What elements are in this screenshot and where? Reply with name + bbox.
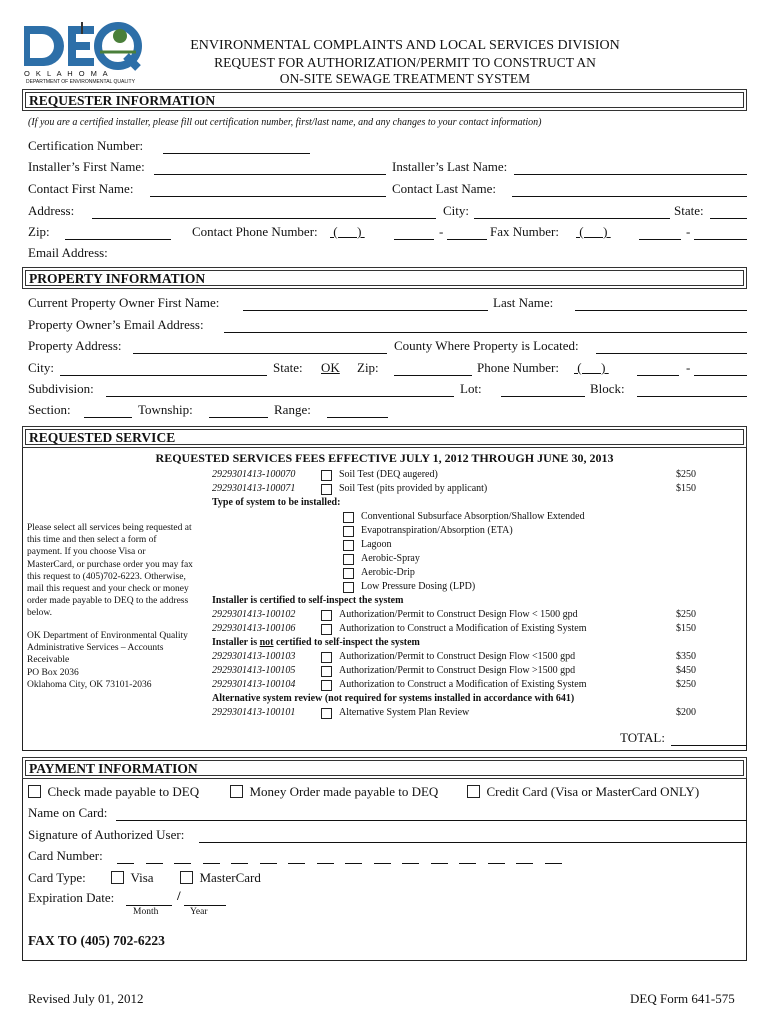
system-type-label: Lagoon (361, 539, 392, 550)
fax-line[interactable] (694, 239, 747, 240)
certified-service-checkbox[interactable] (321, 610, 332, 621)
visa-option[interactable] (111, 870, 154, 886)
certified-service-code: 2929301413-100106 (212, 623, 296, 634)
contact-phone-prefix[interactable] (394, 239, 434, 240)
card-digit-blank[interactable] (174, 863, 191, 864)
not-certified-heading (212, 637, 420, 648)
form-title-line3: ON-SITE SEWAGE TREATMENT SYSTEM (279, 71, 531, 86)
logo-state: O K L A H O M A (24, 69, 110, 78)
property-address-field[interactable] (133, 353, 387, 354)
address-label: Address: (28, 203, 75, 218)
month-caption: Month (133, 907, 159, 917)
fax-dash: - (686, 224, 691, 239)
instruction-line: this request to (405)702-6223. Otherwise, (27, 571, 186, 582)
instruction-line: below. (27, 608, 52, 619)
signature-field[interactable] (199, 842, 747, 843)
installer-last-label: Installer’s Last Name: (392, 159, 508, 174)
system-type-heading: Type of system to be installed: (212, 497, 341, 508)
revised-date: Revised July 01, 2012 (28, 991, 144, 1006)
alternative-service-code: 2929301413-100101 (212, 707, 296, 718)
requester-section-header: REQUESTER INFORMATION (22, 89, 747, 111)
not-certified-service-checkbox[interactable] (321, 652, 332, 663)
installer-first-label: Installer’s First Name: (28, 159, 145, 174)
range-label: Range: (274, 402, 311, 417)
not-certified-heading-a: Installer is (212, 637, 260, 648)
contact-phone-label: Contact Phone Number: (192, 224, 318, 239)
property-zip-label: Zip: (357, 360, 379, 375)
signature-label: Signature of Authorized User: (28, 827, 185, 842)
owner-email-label: Property Owner’s Email Address: (28, 317, 204, 332)
money-order-label: Money Order made payable to DEQ (249, 784, 439, 799)
property-phone-dash: - (686, 360, 691, 375)
division-title: ENVIRONMENTAL COMPLAINTS AND LOCAL SERVICES DIVISION (190, 38, 620, 53)
card-digit-blank[interactable] (203, 863, 220, 864)
card-digit-blank[interactable] (488, 863, 505, 864)
property-state-label: State: (273, 360, 303, 375)
service-section-header: REQUESTED SERVICE (22, 426, 747, 448)
soil-test-code: 2929301413-100071 (212, 483, 296, 494)
lot-field[interactable] (501, 396, 585, 397)
contact-first-field[interactable] (150, 196, 386, 197)
fax-prefix[interactable] (639, 239, 681, 240)
form-title-line2: REQUEST FOR AUTHORIZATION/PERMIT TO CONSTRUCT AN (214, 55, 596, 70)
owner-first-label: Current Property Owner First Name: (28, 295, 220, 310)
soil-test-checkbox[interactable] (321, 470, 332, 481)
not-certified-service-code: 2929301413-100104 (212, 679, 296, 690)
alternative-service-label: Alternative System Plan Review (339, 707, 470, 718)
address-line: PO Box 2036 (27, 667, 79, 678)
township-label: Township: (138, 402, 193, 417)
contact-phone-line[interactable] (447, 239, 487, 240)
card-type-label: Card Type: (28, 870, 86, 885)
expiration-label: Expiration Date: (28, 890, 115, 905)
instruction-line: Please select all services being requested at (27, 523, 192, 533)
instruction-line: this time and then select a form of (27, 535, 157, 546)
soil-test-label: Soil Test (pits provided by applicant) (339, 483, 488, 494)
address-line: Oklahoma City, OK 73101-2036 (27, 679, 152, 690)
cert-number-label: Certification Number: (28, 138, 144, 153)
email-label: Email Address: (28, 245, 108, 260)
card-digit-blank[interactable] (431, 863, 448, 864)
soil-test-label: Soil Test (DEQ augered) (339, 469, 438, 480)
certified-service-code: 2929301413-100102 (212, 609, 296, 620)
certified-service-label: Authorization to Construct a Modification of Existing System (339, 623, 587, 634)
card-digit-blank[interactable] (231, 863, 248, 864)
certified-heading: Installer is certified to self-inspect the system (212, 595, 404, 606)
name-on-card-field[interactable] (116, 820, 747, 821)
fees-title: REQUESTED SERVICES FEES EFFECTIVE JULY 1, 2012 THROUGH JUNE 30, 2013 (155, 451, 614, 465)
soil-test-fee: $250 (676, 469, 696, 480)
system-type-label: Conventional Subsurface Absorption/Shallow Extended (361, 511, 585, 522)
money-order-checkbox[interactable] (230, 785, 243, 798)
expiration-slash: / (177, 888, 181, 903)
state-field[interactable] (710, 218, 747, 219)
fax-areacode[interactable]: ( ) (576, 224, 611, 239)
requester-note: (If you are a certified installer, please fill out certification number, first/last name, and any changes to your contact information) (28, 117, 542, 128)
instruction-line: mail this request and your check or money (27, 584, 189, 595)
pay-check-option[interactable] (28, 784, 199, 800)
not-certified-service-checkbox[interactable] (321, 666, 332, 677)
not-certified-service-code: 2929301413-100103 (212, 651, 296, 662)
alternative-service-checkbox[interactable] (321, 708, 332, 719)
expiration-month-field[interactable] (126, 905, 172, 906)
township-field[interactable] (209, 417, 268, 418)
credit-checkbox[interactable] (467, 785, 480, 798)
contact-last-label: Contact Last Name: (392, 181, 496, 196)
not-certified-service-fee: $250 (676, 679, 696, 690)
card-digit-blank[interactable] (345, 863, 362, 864)
year-caption: Year (190, 907, 208, 917)
certified-service-fee: $250 (676, 609, 696, 620)
mailing-address (27, 630, 188, 691)
block-label: Block: (590, 381, 625, 396)
system-type-checkbox[interactable] (343, 582, 354, 593)
not-certified-service-fee: $450 (676, 665, 696, 676)
soil-test-code: 2929301413-100070 (212, 469, 296, 480)
property-phone-label: Phone Number: (477, 360, 559, 375)
system-type-label: Aerobic-Drip (361, 567, 415, 578)
address-line: OK Department of Environmental Quality (27, 631, 188, 641)
total-field[interactable] (671, 745, 747, 746)
check-label: Check made payable to DEQ (47, 784, 200, 799)
system-type-label: Evapotranspiration/Absorption (ETA) (361, 525, 513, 536)
city-field[interactable] (474, 218, 670, 219)
property-address-label: Property Address: (28, 338, 122, 353)
card-digit-blank[interactable] (260, 863, 277, 864)
card-digit-blank[interactable] (545, 863, 562, 864)
instruction-line: order made payable to DEQ to the address (27, 596, 189, 607)
alternative-service-fee: $200 (676, 707, 696, 718)
phone-dash: - (439, 224, 444, 239)
card-digit-blank[interactable] (459, 863, 476, 864)
visa-checkbox[interactable] (111, 871, 124, 884)
owner-first-field[interactable] (243, 310, 488, 311)
card-digit-blank[interactable] (117, 863, 134, 864)
system-type-checkbox[interactable] (343, 568, 354, 579)
system-type-label: Low Pressure Dosing (LPD) (361, 581, 476, 592)
zip-label: Zip: (28, 224, 50, 239)
property-city-field[interactable] (60, 375, 267, 376)
system-type-checkbox[interactable] (343, 512, 354, 523)
range-field[interactable] (327, 417, 388, 418)
certified-service-label: Authorization/Permit to Construct Design Flow < 1500 gpd (339, 609, 578, 620)
state-label: State: (674, 203, 704, 218)
subdivision-label: Subdivision: (28, 381, 94, 396)
card-digit-blank[interactable] (516, 863, 533, 864)
property-state-value[interactable]: OK (321, 360, 340, 375)
mastercard-checkbox[interactable] (180, 871, 193, 884)
property-phone-areacode[interactable]: ( ) (574, 360, 609, 375)
mastercard-option[interactable] (180, 870, 261, 886)
cert-number-field[interactable] (163, 153, 310, 154)
card-digit-blank[interactable] (374, 863, 391, 864)
logo-dept: DEPARTMENT OF ENVIRONMENTAL QUALITY (26, 79, 135, 85)
certified-service-checkbox[interactable] (321, 624, 332, 635)
installer-first-field[interactable] (154, 174, 386, 175)
not-certified-service-label: Authorization/Permit to Construct Design Flow <1500 gpd (339, 651, 576, 662)
city-label: City: (443, 203, 470, 218)
system-type-checkbox[interactable] (343, 526, 354, 537)
contact-phone-areacode[interactable]: ( ) (330, 224, 365, 239)
card-digit-blank[interactable] (146, 863, 163, 864)
section-label: Section: (28, 402, 71, 417)
alternative-heading: Alternative system review (not required for systems installed in accordance with 641) (212, 693, 575, 704)
instruction-line: MasterCard, or purchase order you may fax (27, 559, 193, 570)
section-field[interactable] (84, 417, 132, 418)
not-certified-heading-not: not (259, 637, 274, 648)
installer-last-field[interactable] (514, 174, 747, 175)
instructions (27, 522, 193, 620)
fax-to: FAX TO (405) 702-6223 (28, 933, 165, 948)
contact-first-label: Contact First Name: (28, 181, 134, 196)
expiration-year-field[interactable] (184, 905, 226, 906)
not-certified-heading-c: certified to self-inspect the system (273, 637, 420, 648)
card-digit-blank[interactable] (402, 863, 419, 864)
certified-service-fee: $150 (676, 623, 696, 634)
block-field[interactable] (637, 396, 747, 397)
owner-last-label: Last Name: (493, 295, 554, 310)
system-type-checkbox[interactable] (343, 540, 354, 551)
lot-label: Lot: (460, 381, 482, 396)
system-type-checkbox[interactable] (343, 554, 354, 565)
contact-last-field[interactable] (512, 196, 747, 197)
credit-label: Credit Card (Visa or MasterCard ONLY) (486, 784, 700, 799)
address-line: Receivable (27, 655, 70, 666)
owner-last-field[interactable] (575, 310, 747, 311)
not-certified-service-fee: $350 (676, 651, 696, 662)
fax-label: Fax Number: (490, 224, 559, 239)
address-field[interactable] (92, 218, 436, 219)
check-checkbox[interactable] (28, 785, 41, 798)
owner-email-field[interactable] (224, 332, 747, 333)
total-label: TOTAL: (620, 730, 665, 745)
card-digit-blank[interactable] (317, 863, 334, 864)
pay-credit-option[interactable] (467, 784, 699, 800)
zip-field[interactable] (65, 239, 171, 240)
not-certified-service-code: 2929301413-100105 (212, 665, 296, 676)
county-field[interactable] (596, 353, 747, 354)
not-certified-service-label: Authorization to Construct a Modification of Existing System (339, 679, 587, 690)
county-label: County Where Property is Located: (394, 338, 579, 353)
card-number-label: Card Number: (28, 848, 103, 863)
payment-section-header: PAYMENT INFORMATION (22, 757, 747, 779)
subdivision-field[interactable] (106, 396, 454, 397)
property-phone-line[interactable] (694, 375, 747, 376)
soil-test-fee: $150 (676, 483, 696, 494)
form-number: DEQ Form 641-575 (630, 991, 735, 1006)
visa-label: Visa (130, 870, 154, 885)
not-certified-service-checkbox[interactable] (321, 680, 332, 691)
property-section-header: PROPERTY INFORMATION (22, 267, 747, 289)
property-zip-field[interactable] (394, 375, 472, 376)
pay-money-order-option[interactable] (230, 784, 438, 800)
instruction-line: payment. If you choose Visa or (27, 547, 146, 558)
mastercard-label: MasterCard (199, 870, 261, 885)
name-on-card-label: Name on Card: (28, 805, 108, 820)
not-certified-service-label: Authorization/Permit to Construct Design Flow >1500 gpd (339, 665, 576, 676)
system-type-label: Aerobic-Spray (361, 553, 420, 564)
card-digit-blank[interactable] (288, 863, 305, 864)
address-line: Administrative Services – Accounts (27, 643, 164, 654)
property-phone-prefix[interactable] (637, 375, 679, 376)
soil-test-checkbox[interactable] (321, 484, 332, 495)
property-city-label: City: (28, 360, 55, 375)
